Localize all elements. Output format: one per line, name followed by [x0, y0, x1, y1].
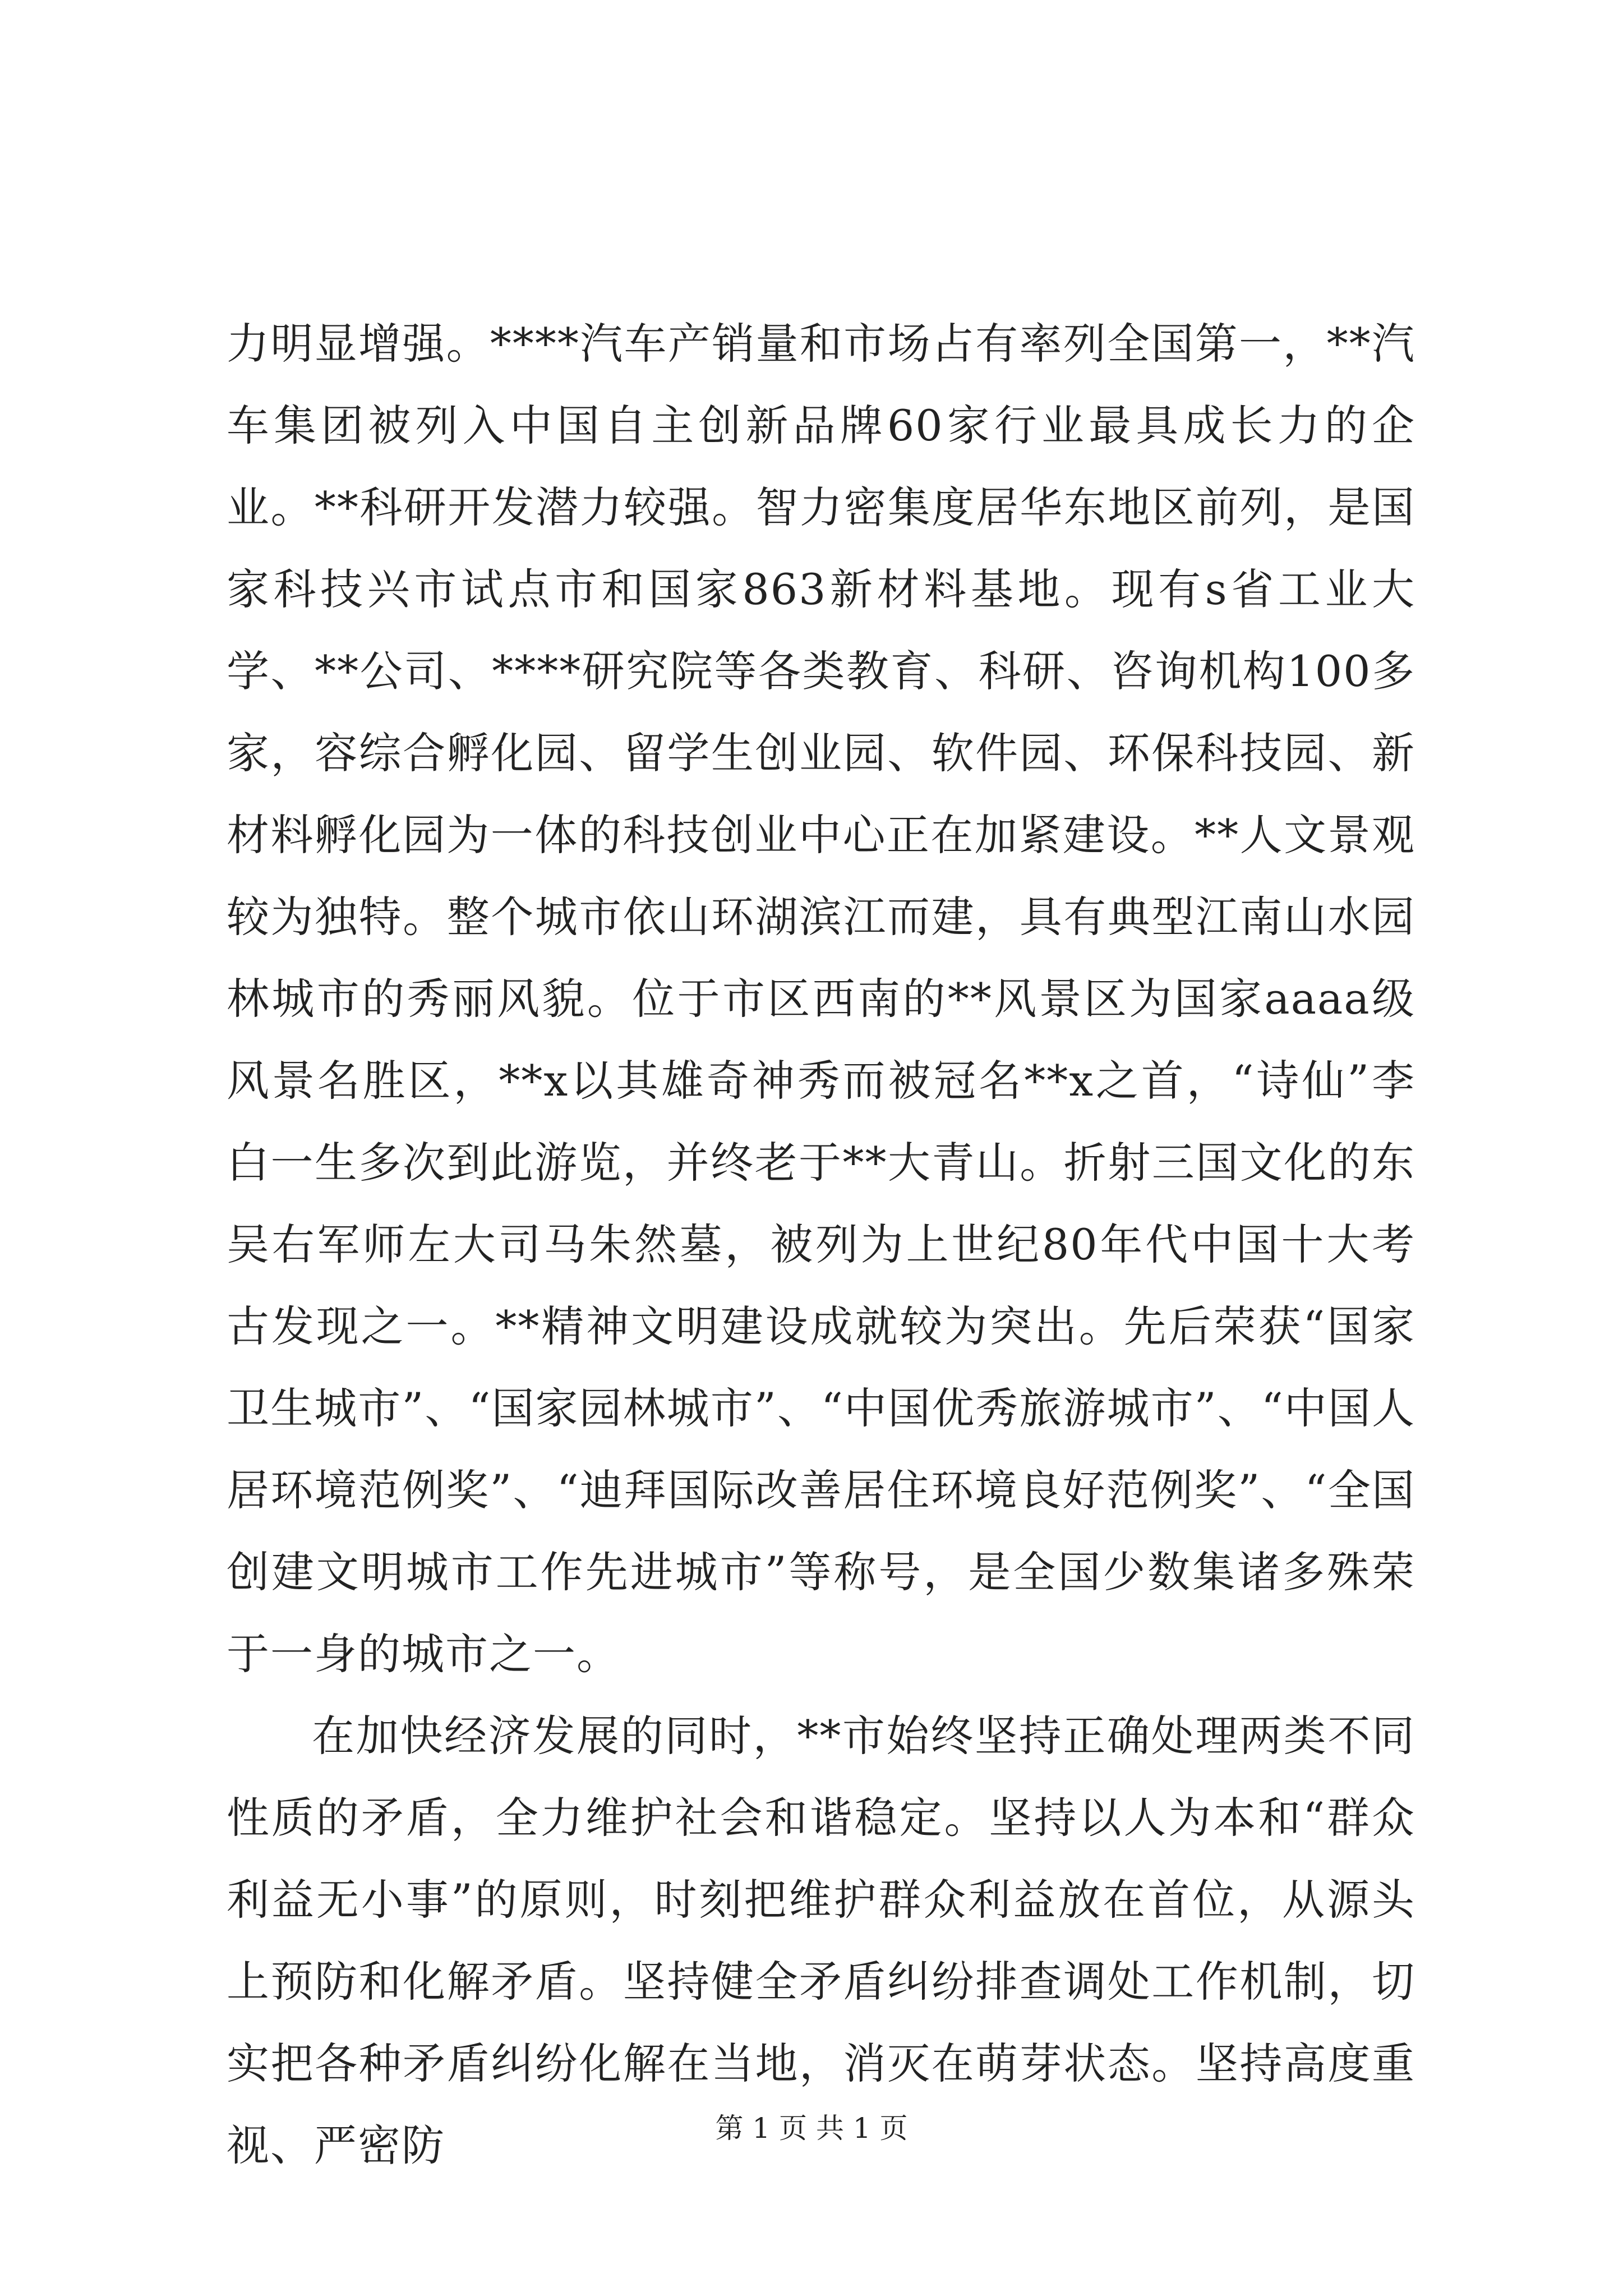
paragraph-1: 力明显增强。****汽车产销量和市场占有率列全国第一，**汽车集团被列入中国自主创新品牌60家行业最具成长力的企业。**科研开发潜力较强。智力密集度居华东地区前列，是国家科技兴市试点市和国家863新材料基地。现有s省工业大学、**公司、****研究院等各类教育、科研、咨询机构100多家，容综合孵化园、留学生创业园、软件园、环保科技园、新材料孵化园为一体的科技创业中心正在加紧建设。**人文景观较为独特。整个城市依山环湖滨江而建，具有典型江南山水园林城市的秀丽风貌。位于市区西南的**风景区为国家aaaa级风景名胜区，**x以其雄奇神秀而被冠名**x之首，“诗仙”李白一生多次到此游览，并终老于**大青山。折射三国文化的东吴右军师左大司马朱然墓，被列为上世纪80年代中国十大考古发现之一。**精神文明建设成就较为突出。先后荣获“国家卫生城市”、“国家园林城市”、“中国优秀旅游城市”、“中国人居环境范例奖”、“迪拜国际改善居住环境良好范例奖”、“全国创建文明城市工作先进城市”等称号，是全国少数集诸多殊荣于一身的城市之一。: [227, 319, 1415, 1679]
document-body: [227, 303, 1415, 2187]
page-footer: 第 1 页 共 1 页: [715, 2112, 908, 2145]
paragraph-2: 在加快经济发展的同时，**市始终坚持正确处理两类不同性质的矛盾，全力维护社会和谐稳定。坚持以人为本和“群众利益无小事”的原则，时刻把维护群众利益放在首位，从源头上预防和化解矛盾。坚持健全矛盾纠纷排查调处工作机制，切实把各种矛盾纠纷化解在当地，消灭在萌芽状态。坚持高度重视、严密防: [227, 1711, 1415, 2170]
